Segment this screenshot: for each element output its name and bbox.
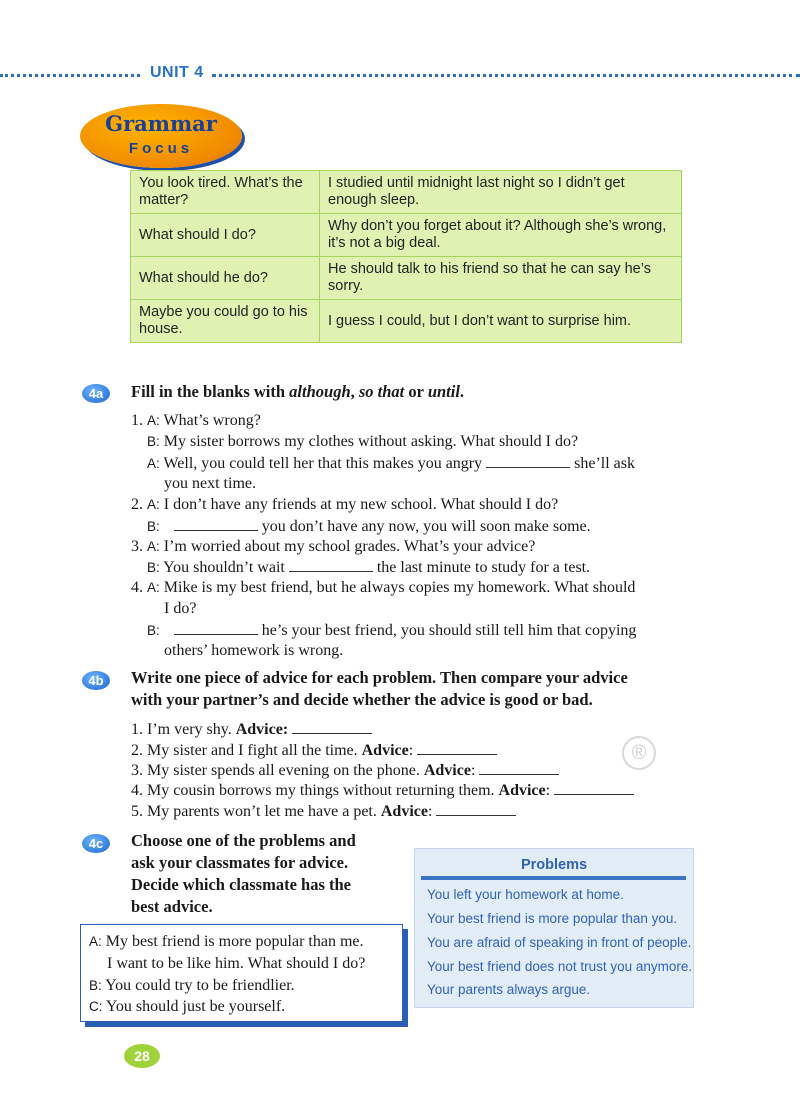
answer-blank[interactable] [486,453,570,468]
table-cell: You look tired. What’s the matter? [131,171,320,214]
item-number: 2. [131,742,143,759]
unit-label: UNIT 4 [150,64,204,81]
speaker-label: B: [89,978,102,993]
problems-title-rule [421,876,686,880]
exercise-line [131,537,535,557]
line-text: the last minute to study for a test. [376,559,591,576]
list-item: 3. My sister spends all evening on the phone. Advice: [131,760,563,781]
exercise-line [147,453,635,474]
dialogue-line [89,997,285,1017]
grammar-focus-table [130,170,682,343]
line-text: I’m worried about my school grades. What’s your advice? [163,538,536,555]
problem-text: I’m very shy. [147,721,232,738]
section-4b-instruction-line1: Write one piece of advice for each problem. Then compare your advice [131,668,628,687]
answer-blank[interactable] [289,557,373,572]
table-row [131,171,682,214]
speaker-label: B: [147,623,160,638]
line-text: You could try to be friendlier. [105,977,295,994]
line-text: My best friend is more popular than me. [105,933,364,950]
item-number: 1. [131,721,143,738]
table-row [131,257,682,300]
section-4b-badge: 4b [82,671,110,690]
page-number: 28 [124,1044,160,1068]
table-cell: What should he do? [131,257,320,300]
answer-blank[interactable] [174,620,258,635]
line-text: Well, you could tell her that this makes you angry [163,455,483,472]
instruction-word: so that [358,382,405,401]
dialogue-line [89,976,295,996]
list-item: 1. I’m very shy. Advice: [131,719,376,740]
speaker-label: A: [147,456,160,471]
advice-label: Advice [235,721,283,738]
dialogue-line [107,954,365,974]
item-number: 3. [131,538,143,555]
problem-item: Your best friend does not trust you anymore. [427,959,693,974]
exercise-line [147,432,578,452]
answer-blank[interactable] [479,760,559,775]
line-text: I don’t have any friends at my new school. What should I do? [163,496,559,513]
answer-blank[interactable] [436,801,516,816]
line-text: You should just be yourself. [105,998,286,1015]
line-text: I want to be like him. What should I do? [107,955,366,972]
table-cell: I studied until midnight last night so I didn’t get enough sleep. [320,171,682,214]
grammar-focus-badge [80,104,248,174]
table-cell: What should I do? [131,214,320,257]
header-dotted-rule-right [212,74,800,77]
problem-text: My parents won’t let me have a pet. [147,803,377,820]
problem-item: Your parents always argue. [427,982,591,997]
line-text: My sister borrows my clothes without asking. What should I do? [163,433,579,450]
instruction-text: . [459,382,465,401]
exercise-line [131,495,558,515]
section-4c-badge: 4c [82,834,110,853]
item-number: 2. [131,496,143,513]
list-item: 2. My sister and I fight all the time. Advice: [131,740,501,761]
answer-blank[interactable] [554,780,634,795]
exercise-line [147,516,591,537]
line-text: You shouldn’t wait [163,559,285,576]
section-4b-instruction-line2: with your partner’s and decide whether the advice is good or bad. [131,690,593,709]
item-number: 4. [131,782,143,799]
dialogue-line [89,932,363,952]
problems-box [414,848,694,1008]
item-number: 3. [131,762,143,779]
section-4c-instruction-line: ask your classmates for advice. [131,853,349,872]
problem-text: My cousin borrows my things without returning them. [147,782,495,799]
registered-mark: ® [622,736,656,770]
line-text: What’s wrong? [163,412,261,429]
advice-label: Advice [380,803,428,820]
line-text: she’ll ask [574,455,635,472]
list-item: 4. My cousin borrows my things without returning them. Advice: [131,780,638,801]
speaker-label: A: [89,934,102,949]
exercise-line: others’ homework is wrong. [164,642,344,659]
problem-text: My sister and I fight all the time. [147,742,358,759]
exercise-line: you next time. [164,475,256,492]
speaker-label: A: [147,497,160,512]
exercise-line [131,411,261,431]
instruction-word: although [289,382,351,401]
problems-title: Problems [520,857,588,873]
speaker-label: B: [147,519,160,534]
exercise-line [131,578,635,598]
exercise-line [147,620,636,641]
table-cell: He should talk to his friend so that he can say he’s sorry. [320,257,682,300]
line-text: he’s your best friend, you should still tell him that copying [261,622,637,639]
line-text: you don’t have any now, you will soon make some. [261,518,591,535]
header-dotted-rule-left [0,74,140,77]
table-cell: Why don’t you forget about it? Although she’s wrong, it’s not a big deal. [320,214,682,257]
line-text: Mike is my best friend, but he always copies my homework. What should [163,579,636,596]
example-dialogue-box [80,924,403,1022]
exercise-line [147,557,590,578]
table-row [131,300,682,343]
table-cell: I guess I could, but I don’t want to surprise him. [320,300,682,343]
section-4c-instruction-line: best advice. [131,897,213,916]
speaker-label: C: [89,999,103,1014]
problem-item: Your best friend is more popular than you. [427,911,678,926]
item-number: 4. [131,579,143,596]
item-number: 5. [131,803,143,820]
exercise-line: I do? [164,600,197,617]
speaker-label: A: [147,413,160,428]
instruction-text: , [350,382,359,401]
speaker-label: B: [147,560,160,575]
answer-blank[interactable] [417,740,497,755]
answer-blank[interactable] [292,719,372,734]
speaker-label: A: [147,580,160,595]
list-item: 5. My parents won’t let me have a pet. Advice: [131,801,520,822]
grammar-focus-title: Grammar [105,111,217,136]
answer-blank[interactable] [174,516,258,531]
speaker-label: A: [147,539,160,554]
speaker-label: B: [147,434,160,449]
section-4c-instruction-line: Choose one of the problems and [131,831,356,850]
instruction-word: until [427,382,460,401]
instruction-text: or [404,382,428,401]
instruction-text: Fill in the blanks with [131,382,290,401]
grammar-focus-subtitle: Focus [128,140,194,157]
advice-label: Advice [423,762,471,779]
problem-item: You left your homework at home. [427,887,624,902]
item-number: 1. [131,412,143,429]
section-4a-instruction [131,381,464,403]
section-4a-badge: 4a [82,384,110,403]
table-cell: Maybe you could go to his house. [131,300,320,343]
problem-item: You are afraid of speaking in front of people. [427,935,692,950]
problem-text: My sister spends all evening on the phone. [147,762,420,779]
table-row [131,214,682,257]
advice-label: Advice [498,782,546,799]
section-4c-instruction-line: Decide which classmate has the [131,875,351,894]
advice-label: Advice [361,742,409,759]
